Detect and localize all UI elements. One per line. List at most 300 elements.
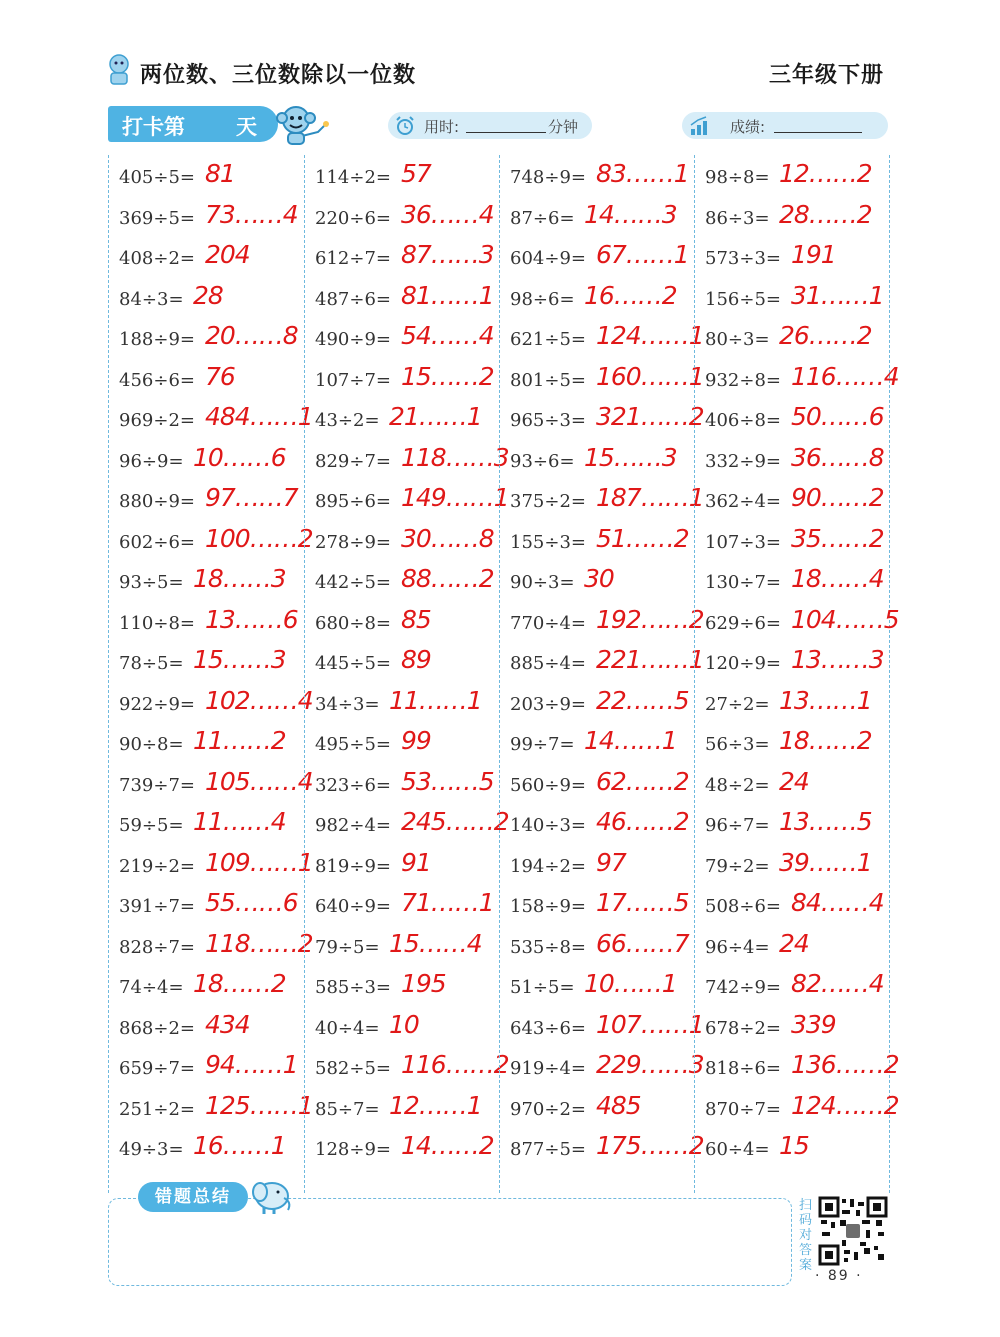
exercise-row: [500, 886, 695, 926]
exercise-row: [695, 481, 890, 521]
division-question: 79÷2=: [705, 855, 770, 877]
handwritten-answer: 321……2: [596, 402, 704, 431]
handwritten-answer: 136……2: [791, 1050, 899, 1079]
division-question: 40÷4=: [315, 1017, 380, 1039]
division-question: 34÷3=: [315, 693, 380, 715]
handwritten-answer: 22……5: [596, 685, 689, 715]
division-question: 155÷3=: [510, 531, 586, 553]
handwritten-answer: 54……4: [401, 321, 494, 350]
handwritten-answer: 30……8: [401, 523, 494, 553]
division-question: 819÷9=: [315, 855, 391, 877]
division-question: 829÷7=: [315, 450, 391, 472]
exercise-row: [109, 360, 304, 400]
exercise-row: [500, 927, 695, 967]
handwritten-answer: 339: [791, 1009, 836, 1039]
exercise-row: [500, 1048, 704, 1088]
division-question: 93÷6=: [510, 450, 575, 472]
division-question: 643÷6=: [510, 1017, 586, 1039]
handwritten-answer: 97……7: [205, 483, 298, 512]
exercise-row: [500, 643, 704, 683]
division-question: 43÷2=: [315, 410, 380, 431]
division-question: 110÷8=: [119, 612, 195, 634]
handwritten-answer: 18……2: [193, 969, 286, 998]
handwritten-answer: 26……2: [779, 321, 872, 350]
exercise-row: [305, 157, 500, 197]
division-question: 188÷9=: [119, 329, 195, 350]
division-question: 140÷3=: [510, 815, 586, 836]
division-question: 84÷3=: [119, 288, 184, 310]
handwritten-answer: 15……2: [401, 361, 494, 391]
division-question: 219÷2=: [119, 855, 195, 877]
handwritten-answer: 11……4: [193, 807, 286, 836]
division-question: 739÷7=: [119, 774, 195, 796]
exercise-row: [500, 765, 695, 805]
handwritten-answer: 245……2: [401, 807, 509, 836]
division-question: 96÷4=: [705, 936, 770, 958]
exercise-row: [500, 400, 704, 440]
exercise-row: [500, 441, 695, 481]
handwritten-answer: 18……3: [193, 564, 286, 593]
handwritten-answer: 85: [401, 604, 431, 634]
mistake-summary-label: 错题总结: [138, 1182, 248, 1212]
handwritten-answer: 191: [791, 240, 836, 269]
handwritten-answer: 149……1: [401, 483, 509, 512]
division-question: 98÷8=: [705, 167, 770, 188]
exercise-row: [109, 319, 304, 359]
exercise-row: [109, 1048, 304, 1088]
handwritten-answer: 28: [193, 280, 223, 310]
handwritten-answer: 17……5: [596, 888, 689, 917]
scan-answer-label: 扫码对答案: [799, 1198, 813, 1273]
punch-card-tab: [108, 106, 278, 142]
division-question: 79÷5=: [315, 936, 380, 958]
exercise-row: [109, 1089, 313, 1129]
exercise-row: [305, 603, 500, 643]
handwritten-answer: 84……4: [791, 888, 884, 917]
handwritten-answer: 82……4: [791, 969, 884, 998]
handwritten-answer: 15……3: [193, 645, 286, 674]
grade-label: 三年级下册: [768, 63, 884, 88]
division-question: 602÷6=: [119, 531, 195, 553]
exercise-row: [500, 562, 695, 602]
page-title: 两位数、三位数除以一位数: [140, 63, 417, 88]
exercise-row: [500, 198, 695, 238]
exercise-row: [305, 522, 500, 562]
exercise-row: [109, 684, 313, 724]
handwritten-answer: 118……3: [401, 442, 509, 472]
division-question: 323÷6=: [315, 774, 391, 796]
division-question: 573÷3=: [705, 248, 781, 269]
exercise-row: [695, 279, 890, 319]
handwritten-answer: 102……4: [205, 685, 313, 715]
division-question: 220÷6=: [315, 207, 391, 229]
division-question: 965÷3=: [510, 410, 586, 431]
time-blank: [466, 132, 546, 133]
exercise-row: [500, 1008, 704, 1048]
division-question: 490÷9=: [315, 329, 391, 350]
exercise-row: [500, 360, 704, 400]
exercise-row: [305, 279, 500, 319]
exercise-row: [500, 1129, 704, 1169]
handwritten-answer: 81: [205, 159, 235, 188]
handwritten-answer: 14……1: [584, 726, 677, 755]
exercise-row: [305, 1089, 500, 1129]
division-question: 877÷5=: [510, 1139, 586, 1160]
exercise-row: [109, 927, 313, 967]
division-question: 604÷9=: [510, 248, 586, 269]
exercise-row: [500, 805, 695, 845]
handwritten-answer: 175……2: [596, 1131, 704, 1160]
division-question: 535÷8=: [510, 936, 586, 958]
handwritten-answer: 62……2: [596, 766, 689, 796]
handwritten-answer: 15……4: [389, 928, 482, 958]
exercise-grid: [108, 155, 899, 1193]
exercise-column: [304, 155, 509, 1193]
logo-icon: [105, 52, 133, 86]
exercise-row: [305, 765, 500, 805]
division-question: 99÷7=: [510, 734, 575, 755]
handwritten-answer: 192……2: [596, 604, 704, 634]
exercise-column: [109, 155, 313, 1193]
division-question: 48÷2=: [705, 774, 770, 796]
division-question: 582÷5=: [315, 1058, 391, 1079]
handwritten-answer: 57: [401, 159, 431, 188]
division-question: 251÷2=: [119, 1098, 195, 1120]
division-question: 680÷8=: [315, 612, 391, 634]
handwritten-answer: 13……5: [779, 807, 872, 836]
handwritten-answer: 109……1: [205, 847, 313, 877]
division-question: 375÷2=: [510, 491, 586, 512]
exercise-row: [109, 400, 313, 440]
exercise-row: [109, 157, 304, 197]
exercise-row: [305, 805, 509, 845]
exercise-row: [109, 643, 304, 683]
division-question: 885÷4=: [510, 653, 586, 674]
exercise-row: [305, 441, 509, 481]
exercise-row: [305, 724, 500, 764]
exercise-column: [499, 155, 704, 1193]
division-question: 80÷3=: [705, 329, 770, 350]
division-question: 742÷9=: [705, 977, 781, 998]
growth-chart-icon: [688, 115, 710, 137]
exercise-row: [695, 400, 890, 440]
handwritten-answer: 100……2: [205, 523, 313, 553]
division-question: 369÷5=: [119, 207, 195, 229]
handwritten-answer: 88……2: [401, 564, 494, 593]
handwritten-answer: 55……6: [205, 888, 298, 917]
handwritten-answer: 91: [401, 847, 431, 877]
handwritten-answer: 484……1: [205, 402, 313, 431]
exercise-row: [305, 846, 500, 886]
exercise-row: [695, 724, 890, 764]
division-question: 93÷5=: [119, 572, 184, 593]
exercise-row: [695, 198, 890, 238]
handwritten-answer: 51……2: [596, 523, 689, 553]
handwritten-answer: 20……8: [205, 321, 298, 350]
exercise-row: [695, 1129, 890, 1169]
exercise-row: [305, 1008, 500, 1048]
division-question: 120÷9=: [705, 653, 781, 674]
division-question: 621÷5=: [510, 329, 586, 350]
division-question: 203÷9=: [510, 693, 586, 715]
handwritten-answer: 24: [779, 928, 809, 958]
score-blank: [774, 132, 862, 133]
exercise-row: [695, 886, 890, 926]
division-question: 748÷9=: [510, 167, 586, 188]
handwritten-answer: 71……1: [401, 888, 494, 917]
handwritten-answer: 36……8: [791, 442, 884, 472]
handwritten-answer: 13……3: [791, 645, 884, 674]
division-question: 487÷6=: [315, 288, 391, 310]
handwritten-answer: 90……2: [791, 483, 884, 512]
exercise-row: [109, 198, 304, 238]
division-question: 895÷6=: [315, 491, 391, 512]
division-question: 96÷7=: [705, 815, 770, 836]
exercise-row: [500, 967, 695, 1007]
handwritten-answer: 12……1: [389, 1090, 482, 1120]
division-question: 969÷2=: [119, 410, 195, 431]
punch-day-label: 天: [236, 115, 257, 139]
division-question: 60÷4=: [705, 1139, 770, 1160]
handwritten-answer: 94……1: [205, 1050, 298, 1079]
exercise-row: [695, 1008, 890, 1048]
handwritten-answer: 434: [205, 1009, 250, 1039]
exercise-row: [305, 927, 500, 967]
handwritten-answer: 15: [779, 1131, 809, 1160]
division-question: 495÷5=: [315, 734, 391, 755]
exercise-row: [695, 1048, 899, 1088]
division-question: 868÷2=: [119, 1017, 195, 1039]
exercise-row: [109, 238, 304, 278]
division-question: 362÷4=: [705, 491, 781, 512]
exercise-row: [305, 319, 500, 359]
handwritten-answer: 53……5: [401, 766, 494, 796]
division-question: 640÷9=: [315, 896, 391, 917]
handwritten-answer: 14……3: [584, 199, 677, 229]
handwritten-answer: 124……2: [791, 1090, 899, 1120]
handwritten-answer: 118……2: [205, 928, 313, 958]
exercise-row: [500, 1089, 695, 1129]
division-question: 332÷9=: [705, 450, 781, 472]
exercise-row: [305, 238, 500, 278]
handwritten-answer: 125……1: [205, 1090, 313, 1120]
division-question: 107÷7=: [315, 369, 391, 391]
time-unit: 分钟: [548, 118, 579, 136]
exercise-row: [695, 562, 890, 602]
division-question: 194÷2=: [510, 855, 586, 877]
handwritten-answer: 18……2: [779, 726, 872, 755]
exercise-row: [305, 886, 500, 926]
division-question: 982÷4=: [315, 815, 391, 836]
exercise-row: [305, 360, 500, 400]
exercise-row: [500, 319, 704, 359]
handwritten-answer: 187……1: [596, 483, 704, 512]
handwritten-answer: 195: [401, 969, 446, 998]
exercise-column: [694, 155, 899, 1193]
qr-code-icon[interactable]: [818, 1196, 888, 1266]
exercise-row: [695, 846, 890, 886]
exercise-row: [695, 603, 899, 643]
exercise-row: [305, 1129, 500, 1169]
handwritten-answer: 83……1: [596, 159, 689, 188]
handwritten-answer: 104……5: [791, 604, 899, 634]
handwritten-answer: 24: [779, 766, 809, 796]
handwritten-answer: 30: [584, 564, 614, 593]
division-question: 919÷4=: [510, 1058, 586, 1079]
time-label: 用时:: [424, 118, 460, 136]
exercise-row: [305, 967, 500, 1007]
exercise-row: [109, 724, 304, 764]
division-question: 27÷2=: [705, 693, 770, 715]
handwritten-answer: 10……6: [193, 442, 286, 472]
exercise-row: [695, 1089, 899, 1129]
page-number: · 89 ·: [815, 1268, 863, 1284]
time-field: [388, 112, 592, 139]
division-question: 932÷8=: [705, 369, 781, 391]
handwritten-answer: 16……1: [193, 1131, 286, 1160]
division-question: 770÷4=: [510, 612, 586, 634]
handwritten-answer: 73……4: [205, 199, 298, 229]
exercise-row: [109, 562, 304, 602]
division-question: 880÷9=: [119, 491, 195, 512]
division-question: 406÷8=: [705, 410, 781, 431]
handwritten-answer: 97: [596, 847, 626, 877]
handwritten-answer: 76: [205, 361, 235, 391]
handwritten-answer: 36……4: [401, 199, 494, 229]
exercise-row: [305, 562, 500, 602]
handwritten-answer: 99: [401, 726, 431, 755]
exercise-row: [695, 765, 890, 805]
handwritten-answer: 28……2: [779, 199, 872, 229]
exercise-row: [109, 603, 304, 643]
exercise-row: [109, 805, 304, 845]
division-question: 828÷7=: [119, 936, 195, 958]
handwritten-answer: 89: [401, 645, 431, 674]
division-question: 78÷5=: [119, 653, 184, 674]
division-question: 85÷7=: [315, 1098, 380, 1120]
exercise-row: [695, 157, 890, 197]
handwritten-answer: 13……6: [205, 604, 298, 634]
exercise-row: [695, 967, 890, 1007]
division-question: 51÷5=: [510, 977, 575, 998]
exercise-row: [109, 1008, 304, 1048]
exercise-row: [305, 643, 500, 683]
division-question: 585÷3=: [315, 977, 391, 998]
handwritten-answer: 39……1: [779, 847, 872, 877]
exercise-row: [109, 522, 313, 562]
division-question: 818÷6=: [705, 1058, 781, 1079]
division-question: 659÷7=: [119, 1058, 195, 1079]
handwritten-answer: 67……1: [596, 240, 689, 269]
division-question: 278÷9=: [315, 531, 391, 553]
division-question: 445÷5=: [315, 653, 391, 674]
alarm-clock-icon: [394, 115, 416, 137]
division-question: 74÷4=: [119, 977, 184, 998]
exercise-row: [109, 279, 304, 319]
exercise-row: [695, 643, 890, 683]
handwritten-answer: 485: [596, 1090, 641, 1120]
division-question: 56÷3=: [705, 734, 770, 755]
exercise-row: [695, 360, 899, 400]
exercise-row: [500, 481, 704, 521]
exercise-row: [695, 522, 890, 562]
division-question: 130÷7=: [705, 572, 781, 593]
exercise-row: [695, 319, 890, 359]
exercise-row: [305, 198, 500, 238]
handwritten-answer: 229……3: [596, 1050, 704, 1079]
monkey-icon: [272, 100, 332, 148]
handwritten-answer: 13……1: [779, 685, 872, 715]
handwritten-answer: 105……4: [205, 766, 313, 796]
handwritten-answer: 18……4: [791, 564, 884, 593]
exercise-row: [500, 157, 695, 197]
exercise-row: [109, 441, 304, 481]
exercise-row: [695, 684, 890, 724]
elephant-icon: [246, 1176, 294, 1216]
division-question: 49÷3=: [119, 1139, 184, 1160]
division-question: 114÷2=: [315, 167, 391, 188]
exercise-row: [695, 927, 890, 967]
division-question: 86÷3=: [705, 207, 770, 229]
punch-label: 打卡第: [122, 115, 185, 139]
handwritten-answer: 107……1: [596, 1009, 704, 1039]
division-question: 107÷3=: [705, 531, 781, 553]
division-question: 970÷2=: [510, 1098, 586, 1120]
division-question: 158÷9=: [510, 896, 586, 917]
handwritten-answer: 50……6: [791, 402, 884, 431]
division-question: 96÷9=: [119, 450, 184, 472]
exercise-row: [500, 724, 695, 764]
division-question: 391÷7=: [119, 896, 195, 917]
exercise-row: [500, 684, 695, 724]
handwritten-answer: 204: [205, 240, 250, 269]
handwritten-answer: 160……1: [596, 361, 704, 391]
handwritten-answer: 11……2: [193, 726, 286, 755]
handwritten-answer: 16……2: [584, 280, 677, 310]
handwritten-answer: 87……3: [401, 240, 494, 269]
division-question: 508÷6=: [705, 896, 781, 917]
exercise-row: [109, 481, 304, 521]
exercise-row: [109, 886, 304, 926]
handwritten-answer: 124……1: [596, 321, 704, 350]
handwritten-answer: 46……2: [596, 807, 689, 836]
division-question: 408÷2=: [119, 248, 195, 269]
exercise-row: [500, 522, 695, 562]
division-question: 87÷6=: [510, 207, 575, 229]
division-question: 405÷5=: [119, 167, 195, 188]
exercise-row: [500, 603, 704, 643]
handwritten-answer: 15……3: [584, 442, 677, 472]
exercise-row: [500, 846, 695, 886]
exercise-row: [305, 684, 500, 724]
handwritten-answer: 21……1: [389, 402, 482, 431]
score-label: 成绩:: [730, 118, 766, 136]
exercise-row: [305, 400, 500, 440]
handwritten-answer: 221……1: [596, 645, 704, 674]
exercise-row: [109, 846, 313, 886]
handwritten-answer: 11……1: [389, 685, 482, 715]
division-question: 156÷5=: [705, 288, 781, 310]
handwritten-answer: 14……2: [401, 1131, 494, 1160]
handwritten-answer: 12……2: [779, 159, 872, 188]
division-question: 128÷9=: [315, 1139, 391, 1160]
division-question: 629÷6=: [705, 612, 781, 634]
division-question: 560÷9=: [510, 774, 586, 796]
exercise-row: [109, 765, 313, 805]
handwritten-answer: 31……1: [791, 280, 884, 310]
division-question: 90÷3=: [510, 572, 575, 593]
division-question: 922÷9=: [119, 693, 195, 715]
